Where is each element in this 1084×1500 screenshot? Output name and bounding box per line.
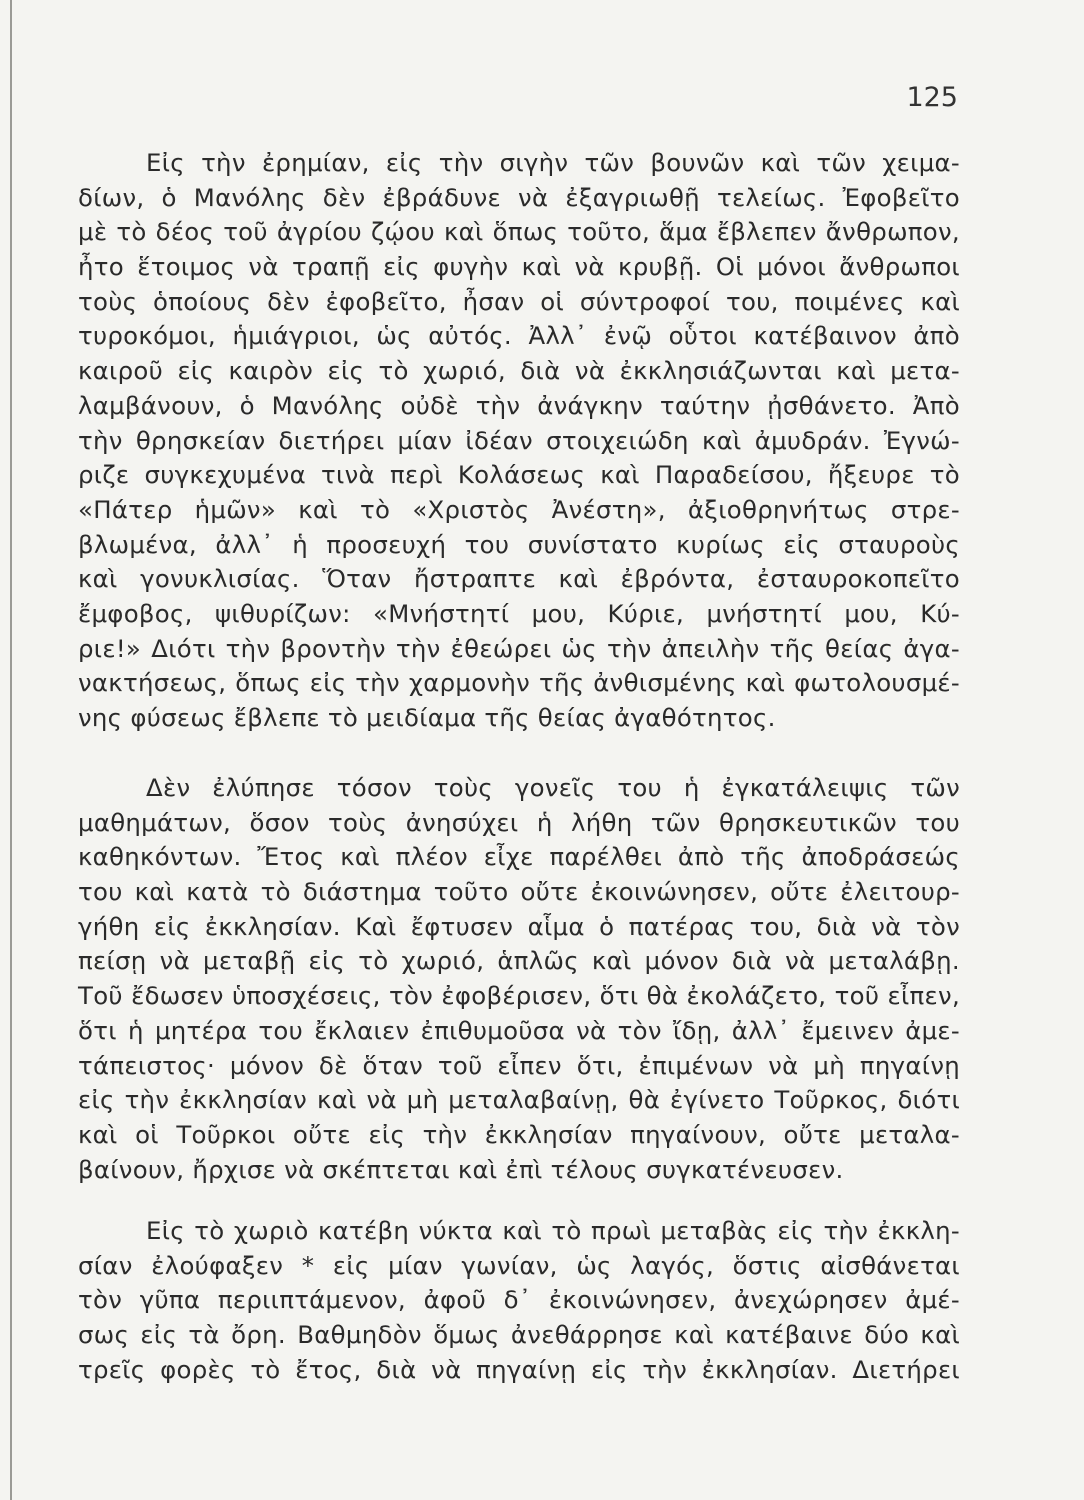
text-line: μαθημάτων, ὅσον τοὺς ἀνησύχει ἡ λήθη τῶν θρησκευτικῶν του (78, 807, 960, 837)
text-line: βλωμένα, ἀλλ᾽ ἡ προσευχή του συνίστατο κυρίως εἰς σταυροὺς (78, 529, 960, 559)
text-line: Εἰς τὸ χωριὸ κατέβη νύκτα καὶ τὸ πρωὶ μεταβὰς εἰς τὴν ἐκκλη- (146, 1216, 960, 1245)
text-line: τὴν θρησκείαν διετήρει μίαν ἰδέαν στοιχειώδη καὶ ἀμυδράν. Ἐγνώ- (78, 425, 960, 455)
text-line: νης φύσεως ἔβλεπε τὸ μειδίαμα τῆς θείας ἀγαθότητος. (78, 703, 776, 732)
text-line: καιροῦ εἰς καιρὸν εἰς τὸ χωριό, διὰ νὰ ἐκκλησιάζωνται καὶ μετα- (78, 356, 960, 386)
text-line: εἰς τὴν ἐκκλησίαν καὶ νὰ μὴ μεταλαβαίνῃ, θὰ ἐγίνετο Τοῦρκος, διότι (78, 1085, 960, 1115)
text-line: Τοῦ ἔδωσεν ὑποσχέσεις, τὸν ἐφοβέρισεν, ὅτι θὰ ἐκολάζετο, τοῦ εἶπεν, (78, 981, 960, 1011)
paragraph-2 (78, 771, 960, 1187)
text-line: νακτήσεως, ὅπως εἰς τὴν χαρμονὴν τῆς ἀνθισμένης καὶ φωτολουσμέ- (78, 668, 960, 698)
text-line: πείσῃ νὰ μεταβῇ εἰς τὸ χωριό, ἁπλῶς καὶ μόνον διὰ νὰ μεταλάβῃ. (78, 946, 960, 976)
text-line: βαίνουν, ἤρχισε νὰ σκέπτεται καὶ ἐπὶ τέλους συγκατένευσεν. (78, 1154, 844, 1184)
text-line: του καὶ κατὰ τὸ διάστημα τοῦτο οὔτε ἐκοινώνησεν, οὔτε ἐλειτουρ- (78, 877, 960, 907)
page-edge-line (10, 0, 12, 1500)
paragraph-1 (78, 146, 960, 736)
text-line: ὅτι ἡ μητέρα του ἔκλαιεν ἐπιθυμοῦσα νὰ τὸν ἴδῃ, ἀλλ᾽ ἔμεινεν ἀμε- (78, 1015, 960, 1045)
text-line: καθηκόντων. Ἔτος καὶ πλέον εἶχε παρέλθει ἀπὸ τῆς ἀποδράσεώς (78, 842, 960, 872)
text-line: τρεῖς φορὲς τὸ ἔτος, διὰ νὰ πηγαίνῃ εἰς τὴν ἐκκλησίαν. Διετήρει (78, 1354, 960, 1384)
text-line: σως εἰς τὰ ὄρη. Βαθμηδὸν ὅμως ἀνεθάρρησε καὶ κατέβαινε δύο καὶ (78, 1320, 960, 1350)
text-line: Εἰς τὴν ἐρημίαν, εἰς τὴν σιγὴν τῶν βουνῶν καὶ τῶν χειμα- (146, 148, 960, 177)
text-line: Δὲν ἐλύπησε τόσον τοὺς γονεῖς του ἡ ἐγκατάλειψις τῶν (146, 773, 960, 802)
text-line: τυροκόμοι, ἡμιάγριοι, ὡς αὐτός. Ἀλλ᾽ ἐνῷ οὗτοι κατέβαινον ἀπὸ (78, 321, 960, 351)
text-line: «Πάτερ ἡμῶν» καὶ τὸ «Χριστὸς Ἀνέστη», ἀξιοθρηνήτως στρε- (78, 494, 960, 524)
text-line: τοὺς ὁποίους δὲν ἐφοβεῖτο, ἦσαν οἱ σύντροφοί του, ποιμένες καὶ (78, 286, 960, 316)
text-line: λαμβάνουν, ὁ Μανόλης οὐδὲ τὴν ἀνάγκην ταύτην ᾐσθάνετο. Ἀπὸ (78, 390, 960, 420)
text-line: ἔμφοβος, ψιθυρίζων: «Μνήστητί μου, Κύριε, μνήστητί μου, Κύ- (78, 598, 960, 628)
text-line: ἦτο ἕτοιμος νὰ τραπῇ εἰς φυγὴν καὶ νὰ κρυβῇ. Οἱ μόνοι ἄνθρωποι (78, 252, 960, 282)
page-number: 125 (906, 82, 958, 113)
text-line: ριζε συγκεχυμένα τινὰ περὶ Κολάσεως καὶ Παραδείσου, ἤξευρε τὸ (78, 460, 960, 490)
text-line: ριε!» Διότι τὴν βροντὴν τὴν ἐθεώρει ὡς τὴν ἀπειλὴν τῆς θείας ἀγα- (78, 633, 960, 663)
text-line: δίων, ὁ Μανόλης δὲν ἐβράδυνε νὰ ἐξαγριωθῇ τελείως. Ἐφοβεῖτο (78, 182, 960, 212)
text-line: καὶ οἱ Τοῦρκοι οὔτε εἰς τὴν ἐκκλησίαν πηγαίνουν, οὔτε μεταλα- (78, 1119, 960, 1149)
text-line: γήθη εἰς ἐκκλησίαν. Καὶ ἔφτυσεν αἷμα ὁ πατέρας του, διὰ νὰ τὸν (78, 911, 960, 941)
text-line: σίαν ἐλούφαξεν * εἰς μίαν γωνίαν, ὡς λαγός, ὅστις αἰσθάνεται (78, 1250, 960, 1280)
paragraph-3 (78, 1214, 960, 1387)
text-line: τάπειστος· μόνον δὲ ὅταν τοῦ εἶπεν ὅτι, ἐπιμένων νὰ μὴ πηγαίνῃ (78, 1050, 960, 1080)
text-line: καὶ γονυκλισίας. Ὅταν ἤστραπτε καὶ ἐβρόντα, ἐσταυροκοπεῖτο (78, 564, 960, 594)
text-line: τὸν γῦπα περιιπτάμενον, ἀφοῦ δ᾽ ἐκοινώνησεν, ἀνεχώρησεν ἀμέ- (78, 1285, 960, 1315)
text-line: μὲ τὸ δέος τοῦ ἀγρίου ζῴου καὶ ὅπως τοῦτο, ἅμα ἔβλεπεν ἄνθρωπον, (78, 217, 960, 247)
